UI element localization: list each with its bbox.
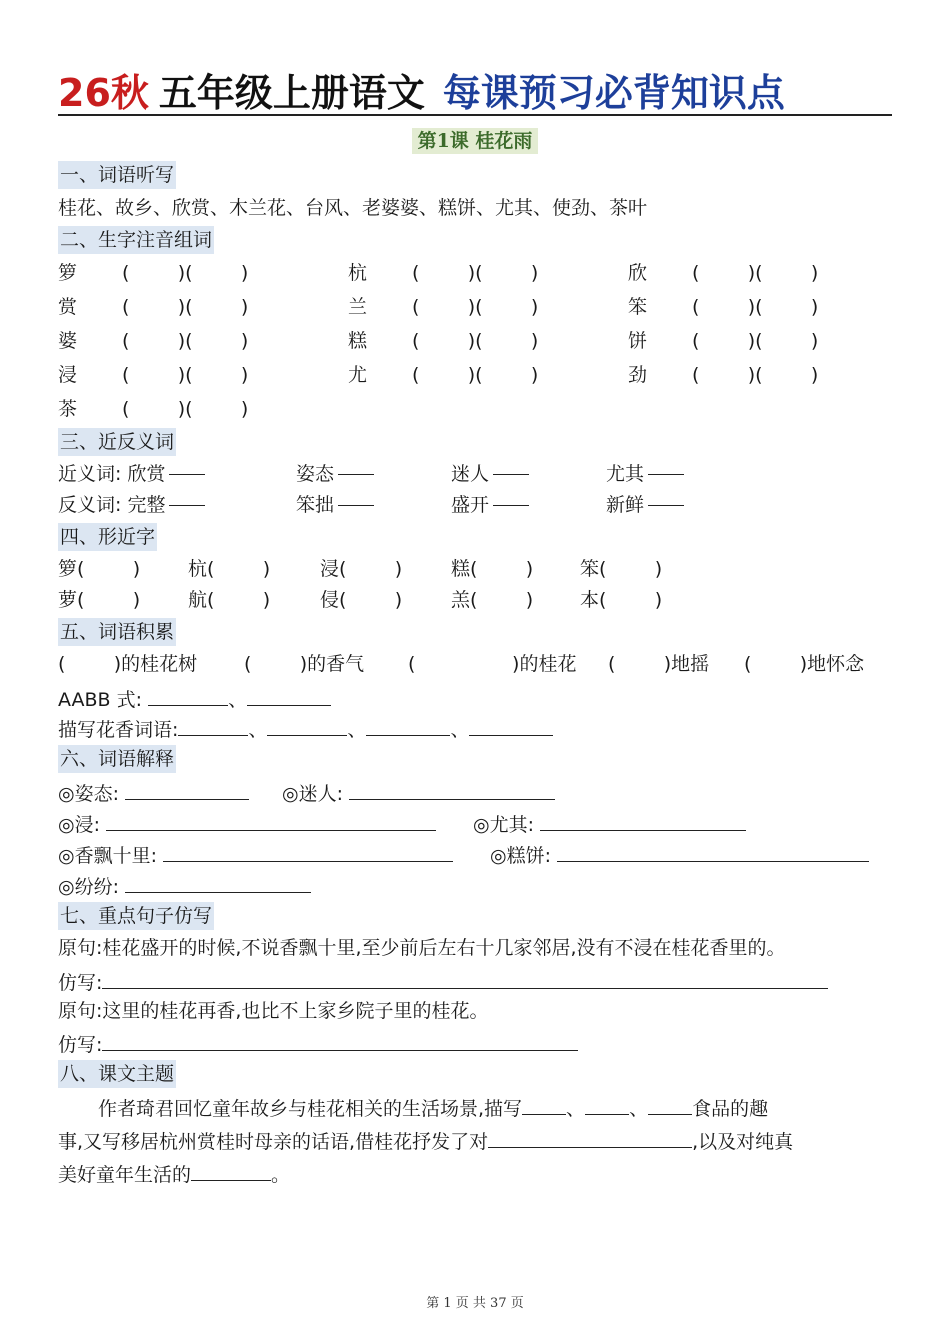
similar-char-item: 侵( ) [320,589,403,611]
answer-dash[interactable] [493,505,529,506]
new-char: 糕 [348,330,368,352]
answer-blank[interactable] [267,713,347,736]
pinyin-word-slot[interactable]: ( )( ) [692,364,819,386]
answer-blank[interactable] [125,870,311,893]
antonym-item: 反义词: 完整 [58,491,205,519]
answer-blank[interactable] [585,1092,629,1115]
pinyin-word-slot[interactable]: ( )( ) [412,330,539,352]
section-1-heading: 一、词语听写 [58,161,176,189]
synonym-item: 姿态 [296,460,374,488]
imitation-row-2: 仿写: [58,1028,578,1059]
section-7-heading: 七、重点句子仿写 [58,902,214,930]
header-grade: 五年级上册语文 [158,71,425,115]
pinyin-word-slot[interactable]: ( )( ) [692,330,819,352]
answer-blank[interactable] [191,1158,271,1181]
answer-blank[interactable] [148,683,228,706]
answer-blank[interactable] [247,683,331,706]
dictation-words: 桂花、故乡、欣赏、木兰花、台风、老婆婆、糕饼、尤其、使劲、茶叶 [58,197,648,219]
page-number: 第 1 页 共 37 页 [426,1296,524,1311]
word-slot[interactable]: ( ) [599,589,663,611]
new-char: 茶 [58,398,78,420]
section-6-heading: 六、词语解释 [58,745,176,773]
similar-char-item: 本( ) [580,589,663,611]
new-char: 赏 [58,296,78,318]
aabb-row: AABB 式: 、 [58,683,331,714]
word-slot[interactable]: ( ) [58,653,122,675]
new-char: 兰 [348,296,368,318]
answer-dash[interactable] [338,505,374,506]
similar-char-item: 羔( ) [451,589,534,611]
phrase-fill-item: ( )的桂花树 [58,653,198,675]
word-slot[interactable]: ( ) [77,558,141,580]
section-4-heading: 四、形近字 [58,523,157,551]
word-slot[interactable]: ( ) [599,558,663,580]
new-char: 劲 [628,364,648,386]
word-slot[interactable]: ( ) [339,589,403,611]
word-slot[interactable]: ( ) [244,653,308,675]
section-2-heading: 二、生字注音组词 [58,226,214,254]
pinyin-word-slot[interactable]: ( )( ) [412,262,539,284]
answer-blank[interactable] [540,808,746,831]
answer-blank[interactable] [102,1028,578,1051]
new-char: 箩 [58,262,78,284]
answer-dash[interactable] [169,505,205,506]
pinyin-word-slot[interactable]: ( )( ) [122,364,249,386]
section-8-heading: 八、课文主题 [58,1060,176,1088]
answer-dash[interactable] [169,474,205,475]
similar-char-item: 航( ) [188,589,271,611]
answer-blank[interactable] [106,808,436,831]
pinyin-word-slot[interactable]: ( )( ) [412,364,539,386]
word-slot[interactable]: ( ) [608,653,672,675]
answer-blank[interactable] [102,966,828,989]
antonym-item: 新鲜 [606,491,684,519]
word-slot[interactable]: ( ) [408,653,520,675]
definition-item: ◎香飘十里: [58,839,453,870]
word-slot[interactable]: ( ) [207,589,271,611]
pinyin-word-slot[interactable]: ( )( ) [412,296,539,318]
answer-blank[interactable] [349,777,555,800]
answer-blank[interactable] [488,1125,692,1148]
phrase-fill-item: ( )地摇 [608,653,710,675]
similar-char-item: 笨( ) [580,558,663,580]
pinyin-word-slot[interactable]: ( )( ) [122,330,249,352]
original-sentence-1: 原句:桂花盛开的时候,不说香飘十里,至少前后左右十几家邻居,没有不浸在桂花香里的。 [58,937,786,959]
phrase-fill-item: ( )地怀念 [744,653,865,675]
header-season: 26秋 [58,71,149,115]
imitation-row-1: 仿写: [58,966,828,997]
new-char: 欣 [628,262,648,284]
answer-blank[interactable] [366,713,450,736]
pinyin-word-slot[interactable]: ( )( ) [122,296,249,318]
word-slot[interactable]: ( ) [77,589,141,611]
antonym-item: 盛开 [451,491,529,519]
pinyin-word-slot[interactable]: ( )( ) [122,262,249,284]
new-char: 婆 [58,330,78,352]
word-slot[interactable]: ( ) [470,589,534,611]
section-3-heading: 三、近反义词 [58,428,176,456]
synonym-item: 近义词: 欣赏 [58,460,205,488]
answer-dash[interactable] [648,505,684,506]
answer-blank[interactable] [178,713,248,736]
pinyin-word-slot[interactable]: ( )( ) [692,262,819,284]
fragrance-words-row: 描写花香词语: 、 、 、 [58,713,553,744]
word-slot[interactable]: ( ) [339,558,403,580]
definition-item: ◎纷纷: [58,870,311,901]
section-5-heading: 五、词语积累 [58,618,176,646]
definition-item: ◎浸: [58,808,436,839]
answer-blank[interactable] [522,1092,566,1115]
page-header [58,62,892,116]
similar-char-item: 糕( ) [451,558,534,580]
new-char: 饼 [628,330,648,352]
synonym-item: 尤其 [606,460,684,488]
answer-blank[interactable] [469,713,553,736]
new-char: 笨 [628,296,648,318]
similar-char-item: 浸( ) [320,558,403,580]
answer-blank[interactable] [125,777,249,800]
theme-paragraph: 作者琦君回忆童年故乡与桂花相关的生活场景,描写 、 、 食品的趣 事,又写移居杭州赏桂时母亲的话语,借桂花抒发了对 ,以及对纯真 美好童年生活的 。 [58,1092,892,1191]
word-slot[interactable]: ( ) [744,653,808,675]
word-slot[interactable]: ( ) [207,558,271,580]
definition-item: ◎糕饼: [490,839,869,870]
definition-item: ◎迷人: [282,777,555,808]
answer-dash[interactable] [648,474,684,475]
definition-item: ◎姿态: [58,777,249,808]
new-char: 杭 [348,262,368,284]
header-subtitle: 每课预习必背知识点 [442,71,785,115]
lesson-title: 第1课 桂花雨 [0,126,950,153]
antonym-item: 笨拙 [296,491,374,519]
phrase-fill-item: ( )的桂花 [408,653,577,675]
answer-blank[interactable] [557,839,869,862]
new-char: 浸 [58,364,78,386]
synonym-item: 迷人 [451,460,529,488]
similar-char-item: 杭( ) [188,558,271,580]
pinyin-word-slot[interactable]: ( )( ) [122,398,249,420]
similar-char-item: 萝( ) [58,589,141,611]
phrase-fill-item: ( )的香气 [244,653,365,675]
answer-blank[interactable] [648,1092,692,1115]
original-sentence-2: 原句:这里的桂花再香,也比不上家乡院子里的桂花。 [58,1000,489,1022]
pinyin-word-slot[interactable]: ( )( ) [692,296,819,318]
new-char: 尤 [348,364,368,386]
similar-char-item: 箩( ) [58,558,141,580]
word-slot[interactable]: ( ) [470,558,534,580]
answer-dash[interactable] [338,474,374,475]
answer-dash[interactable] [493,474,529,475]
answer-blank[interactable] [163,839,453,862]
definition-item: ◎尤其: [473,808,746,839]
